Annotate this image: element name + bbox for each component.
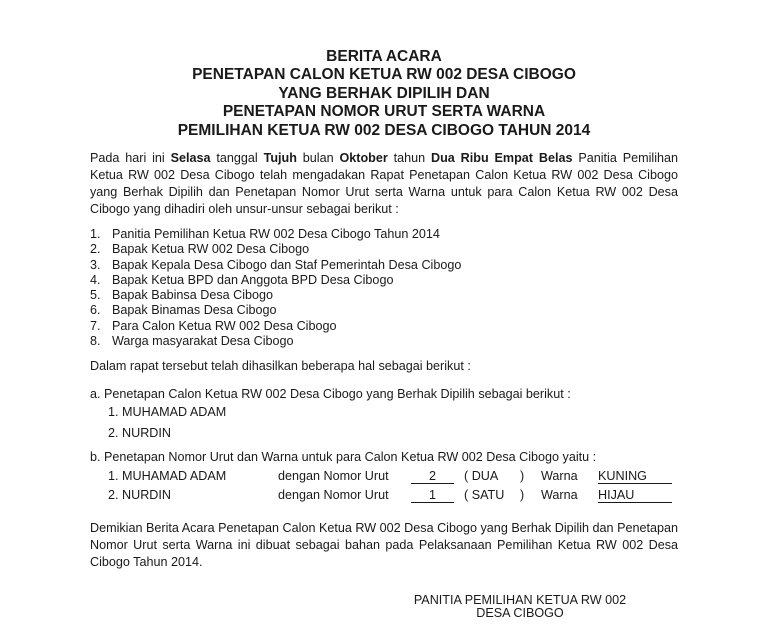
attendee-list bbox=[90, 227, 650, 349]
intro-date: Tujuh bbox=[263, 151, 297, 165]
closing-paragraph: Demikian Berita Acara Penetapan Calon Ketua RW 002 Desa Cibogo yang Berhak Dipilih dan Penetapan Nomor Urut serta Warna ini dibuat sebagai bahan pada Pelaksanaan Pemilihan Ketua RW 002 Desa Cibogo Tahun 2014. bbox=[90, 521, 678, 569]
title-line-5: PEMILIHAN KETUA RW 002 DESA CIBOGO TAHUN 2014 bbox=[177, 121, 591, 139]
section-b-row-2-color: HIJAU bbox=[598, 487, 672, 503]
intro-text-5: Panitia Pemilihan Ketua RW 002 Desa Cibogo telah mengadakan Rapat Penetapan Calon Ketua RW 002 Desa Cibogo yang Berhak Dipilih dan Penetapan Nomor Urut serta Warna untuk para Calon Ketua RW 002 Desa Cibogo yang dihadiri oleh unsur-unsur sebagai berikut : bbox=[90, 151, 678, 216]
section-b-heading: b. Penetapan Nomor Urut dan Warna untuk para Calon Ketua RW 002 Desa Cibogo yaitu : bbox=[90, 450, 597, 464]
signature-line-1: PANITIA PEMILIHAN KETUA RW 002 bbox=[413, 593, 627, 607]
section-b-row-1-name: 1. MUHAMAD ADAM bbox=[108, 469, 227, 483]
list-item: 3. Bapak Kepala Desa Cibogo dan Staf Pemerintah Desa Cibogo bbox=[90, 257, 462, 272]
section-b-row-1-color: KUNING bbox=[598, 468, 672, 484]
intro-paragraph bbox=[90, 150, 678, 218]
list-item: 4. Bapak Ketua BPD dan Anggota BPD Desa Cibogo bbox=[90, 272, 394, 287]
list-item: 2. Bapak Ketua RW 002 Desa Cibogo bbox=[90, 242, 310, 257]
intro-month: Oktober bbox=[339, 151, 388, 165]
document-title bbox=[0, 48, 768, 140]
section-b-row-1-label: dengan Nomor Urut bbox=[278, 469, 389, 483]
section-a-item: 1. MUHAMAD ADAM bbox=[108, 405, 227, 419]
section-b-row-1-close: ) bbox=[520, 469, 525, 483]
section-b-row-2-number: 1 bbox=[411, 487, 454, 503]
title-line-1: BERITA ACARA bbox=[326, 48, 442, 65]
intro-text-4: tahun bbox=[387, 151, 432, 165]
intro-year: Dua Ribu Empat Belas bbox=[431, 151, 573, 165]
section-b-row-1-number: 2 bbox=[411, 468, 454, 484]
result-intro: Dalam rapat tersebut telah dihasilkan beberapa hal sebagai berikut : bbox=[90, 359, 471, 373]
section-b-row-2-word: ( SATU bbox=[464, 488, 505, 502]
intro-text-1: Pada hari ini bbox=[90, 151, 171, 165]
section-b-row-2-label: dengan Nomor Urut bbox=[278, 488, 389, 502]
list-item: 5. Bapak Babinsa Desa Cibogo bbox=[90, 288, 274, 303]
signature-line-2: DESA CIBOGO bbox=[476, 606, 564, 620]
section-b-row-2-color-label: Warna bbox=[541, 488, 578, 502]
signature-block bbox=[380, 594, 660, 620]
intro-text-2: tanggal bbox=[210, 151, 264, 165]
section-b-row-1-word: ( DUA bbox=[464, 469, 499, 483]
title-line-3: YANG BERHAK DIPILIH DAN bbox=[278, 84, 490, 102]
section-b-row-2-name: 2. NURDIN bbox=[108, 488, 171, 502]
intro-day: Selasa bbox=[170, 151, 211, 165]
section-a-item: 2. NURDIN bbox=[108, 426, 171, 440]
list-item: 6. Bapak Binamas Desa Cibogo bbox=[90, 303, 277, 318]
list-item: 1. Panitia Pemilihan Ketua RW 002 Desa Cibogo Tahun 2014 bbox=[90, 227, 440, 241]
title-line-4: PENETAPAN NOMOR URUT SERTA WARNA bbox=[222, 103, 546, 121]
title-line-2: PENETAPAN CALON KETUA RW 002 DESA CIBOGO bbox=[192, 66, 576, 84]
section-a-heading: a. Penetapan Calon Ketua RW 002 Desa Cibogo yang Berhak Dipilih sebagai berikut : bbox=[90, 387, 571, 401]
section-b-row-2-close: ) bbox=[520, 488, 525, 502]
list-item: 7. Para Calon Ketua RW 002 Desa Cibogo bbox=[90, 318, 337, 333]
list-item: 8. Warga masyarakat Desa Cibogo bbox=[90, 334, 294, 349]
section-b-row-1-color-label: Warna bbox=[541, 469, 578, 483]
intro-text-3: bulan bbox=[296, 151, 340, 165]
